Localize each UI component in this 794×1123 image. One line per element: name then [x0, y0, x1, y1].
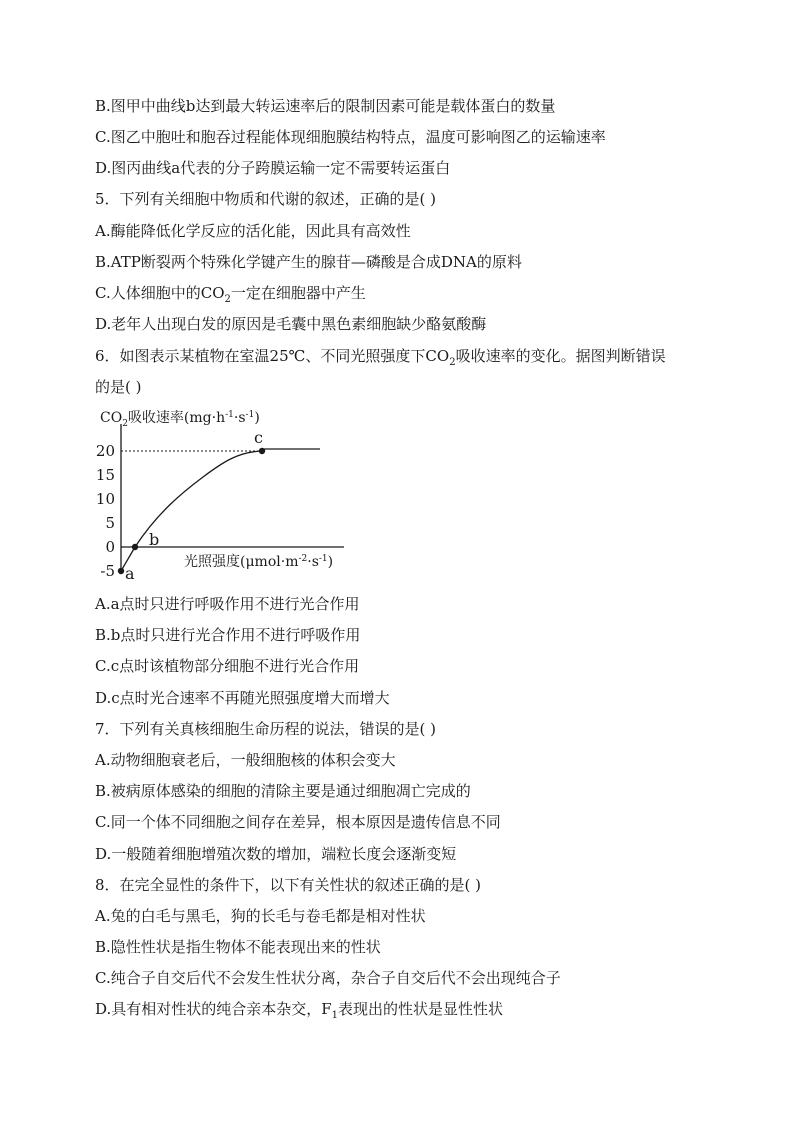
- q6-stem-line1: 6．如图表示某植物在室温25℃、不同光照强度下$CO_2$吸收速率的变化。据图判断错误: [95, 347, 666, 368]
- q8-option-a: A.兔的白毛与黑毛，狗的长毛与卷毛都是相对性状: [95, 907, 426, 925]
- y-tick-label: 15: [95, 466, 115, 484]
- q5-option-c: C.人体细胞中的$CO_2$一定在细胞器中产生: [95, 284, 366, 305]
- q8-option-c: C.纯合子自交后代不会发生性状分离，杂合子自交后代不会出现纯合子: [95, 969, 561, 987]
- curve-line: [121, 451, 262, 571]
- point-b: [132, 544, 138, 550]
- co2-absorption-chart: [88, 402, 358, 584]
- q8-option-d: D.具有相对性状的纯合亲本杂交，$F_1$表现出的性状是显性性状: [95, 1000, 504, 1021]
- y-tick-label: 0: [105, 538, 115, 556]
- y-tick-label: 5: [105, 514, 115, 532]
- option-c-top: C.图乙中胞吐和胞吞过程能体现细胞膜结构特点，温度可影响图乙的运输速率: [95, 128, 606, 146]
- q5-option-d: D.老年人出现白发的原因是毛囊中黑色素细胞缺少酪氨酸酶: [95, 315, 487, 333]
- point-label-a: a: [125, 564, 135, 583]
- q7-option-c: C.同一个体不同细胞之间存在差异，根本原因是遗传信息不同: [95, 813, 501, 831]
- q8-stem: 8．在完全显性的条件下，以下有关性状的叙述正确的是( ): [95, 876, 482, 894]
- option-b-top: B.图甲中曲线b达到最大转运速率后的限制因素可能是载体蛋白的数量: [95, 97, 556, 115]
- y-tick-label: 20: [95, 442, 115, 460]
- q7-option-b: B.被病原体感染的细胞的清除主要是通过细胞凋亡完成的: [95, 782, 471, 800]
- q6-option-c: C.c点时该植物部分细胞不进行光合作用: [95, 657, 360, 675]
- q5-stem: 5．下列有关细胞中物质和代谢的叙述，正确的是( ): [95, 190, 437, 208]
- q6-stem-line2: 的是( ): [95, 378, 142, 396]
- x-axis-label: 光照强度$(\mu mol\cdot m^{-2}\cdot s^{-1})$: [184, 554, 334, 570]
- q5-option-b: B.ATP断裂两个特殊化学键产生的腺苷—磷酸是合成DNA的原料: [95, 253, 522, 271]
- y-axis-label: $CO_2$吸收速率$(mg\cdot h^{-1}\cdot s^{-1})$: [100, 410, 260, 429]
- q6-option-b: B.b点时只进行光合作用不进行呼吸作用: [95, 626, 361, 644]
- q7-option-a: A.动物细胞衰老后，一般细胞核的体积会变大: [95, 751, 396, 769]
- option-d-top: D.图丙曲线a代表的分子跨膜运输一定不需要转运蛋白: [95, 159, 451, 177]
- point-c: [259, 448, 265, 454]
- point-label-c: c: [254, 428, 263, 447]
- q6-option-d: D.c点时光合速率不再随光照强度增大而增大: [95, 689, 390, 707]
- q7-option-d: D.一般随着细胞增殖次数的增加，端粒长度会逐渐变短: [95, 845, 457, 863]
- q8-option-b: B.隐性性状是指生物体不能表现出来的性状: [95, 938, 381, 956]
- y-tick-label: -5: [100, 562, 115, 580]
- q6-option-a: A.a点时只进行呼吸作用不进行光合作用: [95, 595, 360, 613]
- q7-stem: 7．下列有关真核细胞生命历程的说法，错误的是( ): [95, 720, 437, 738]
- q5-option-a: A.酶能降低化学反应的活化能，因此具有高效性: [95, 222, 411, 240]
- point-label-b: b: [149, 530, 160, 549]
- point-a: [118, 568, 124, 574]
- y-tick-label: 10: [95, 490, 115, 508]
